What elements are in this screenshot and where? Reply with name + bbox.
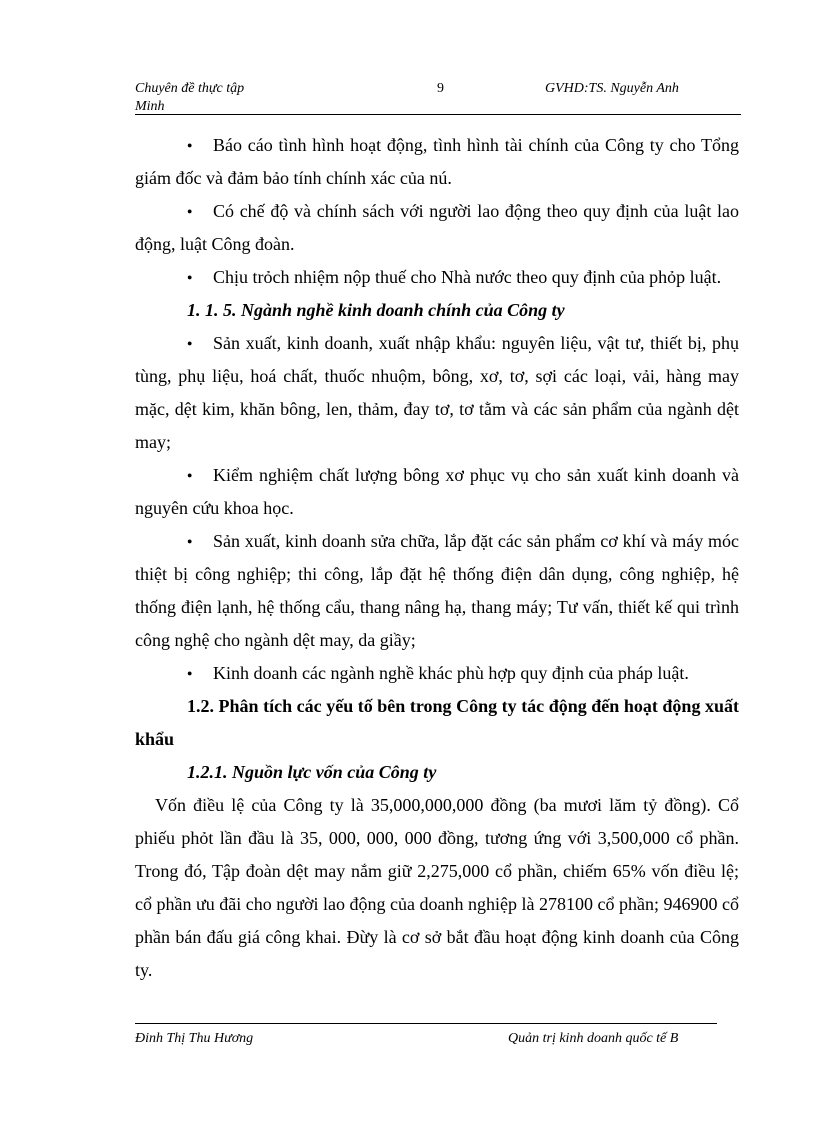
page-number: 9 [437, 81, 444, 96]
bullet-icon [187, 459, 213, 492]
header-left: Chuyên đề thực tập [135, 81, 245, 96]
bullet-icon [187, 195, 213, 228]
footer-right: Quản trị kinh doanh quốc tế B [508, 1031, 679, 1046]
page-body [135, 129, 739, 987]
bullet-item [135, 459, 739, 525]
bullet-icon [187, 129, 213, 162]
bullet-icon [187, 657, 213, 690]
bullet-item [135, 129, 739, 195]
bullet-text: Có chế độ và chính sách với người lao động theo quy định của luật lao động, luật Công đoàn. [135, 201, 739, 254]
bullet-item [135, 525, 739, 657]
header-right: GVHD:TS. Nguyễn Anh [545, 81, 679, 96]
bullet-text: Sản xuất, kinh doanh, xuất nhập khẩu: nguyên liệu, vật tư, thiết bị, phụ tùng, phụ liệu, hoá chất, thuốc nhuộm, bông, xơ, tơ, sợi các loại, vải, hàng may mặc, dệt kim, khăn bông, len, thảm, đay tơ, tơ tằm và các sản phẩm của ngành dệt may; [135, 333, 739, 452]
bullet-item [135, 657, 739, 690]
body-paragraph: Vốn điều lệ của Công ty là 35,000,000,000 đồng (ba mươi lăm tỷ đồng). Cổ phiếu phỏt lần đầu là 35, 000, 000, 000 đồng, tương ứng với 3,500,000 cổ phần. Trong đó, Tập đoàn dệt may nắm giữ 2,275,000 cổ phần, chiếm 65% vốn điều lệ; cổ phần ưu đãi cho người lao động của doanh nghiệp là 278100 cổ phần; 946900 cổ phần bán đấu giá công khai. Đừy là cơ sở bắt đầu hoạt động kinh doanh của Công ty. [135, 795, 739, 980]
bullet-icon [187, 261, 213, 294]
bullet-icon [187, 525, 213, 558]
header-rule [135, 114, 741, 115]
bullet-text: Kiểm nghiệm chất lượng bông xơ phục vụ cho sản xuất kinh doanh và nguyên cứu khoa học. [135, 465, 739, 518]
bullet-item [135, 327, 739, 459]
bullet-text: Kinh doanh các ngành nghề khác phù hợp quy định của pháp luật. [213, 663, 689, 683]
subsection-heading: 1.2.1. Nguồn lực vốn của Công ty [187, 762, 437, 782]
footer-rule [135, 1023, 717, 1024]
bullet-text: Báo cáo tình hình hoạt động, tình hình tài chính của Công ty cho Tổng giám đốc và đảm bảo tính chính xác của nú. [135, 135, 739, 188]
bullet-item [135, 195, 739, 261]
bullet-item [135, 261, 739, 294]
header-left-continued: Minh [135, 99, 165, 114]
bullet-icon [187, 327, 213, 360]
footer-left: Đinh Thị Thu Hương [135, 1031, 254, 1046]
section-heading: 1.2. Phân tích các yếu tố bên trong Công ty tác động đến hoạt động xuất khẩu [135, 696, 739, 749]
bullet-text: Sản xuất, kinh doanh sửa chữa, lắp đặt các sản phẩm cơ khí và máy móc thiệt bị công nghiệp; thi công, lắp đặt hệ thống điện dân dụng, công nghiệp, hệ thống điện lạnh, hệ thống cẩu, thang nâng hạ, thang máy; Tư vấn, thiết kế qui trình công nghệ cho ngành dệt may, da giầy; [135, 531, 739, 650]
section-heading: 1. 1. 5. Ngành nghề kinh doanh chính của Công ty [187, 300, 565, 320]
bullet-text: Chịu trỏch nhiệm nộp thuế cho Nhà nước theo quy định của phỏp luật. [213, 267, 722, 287]
